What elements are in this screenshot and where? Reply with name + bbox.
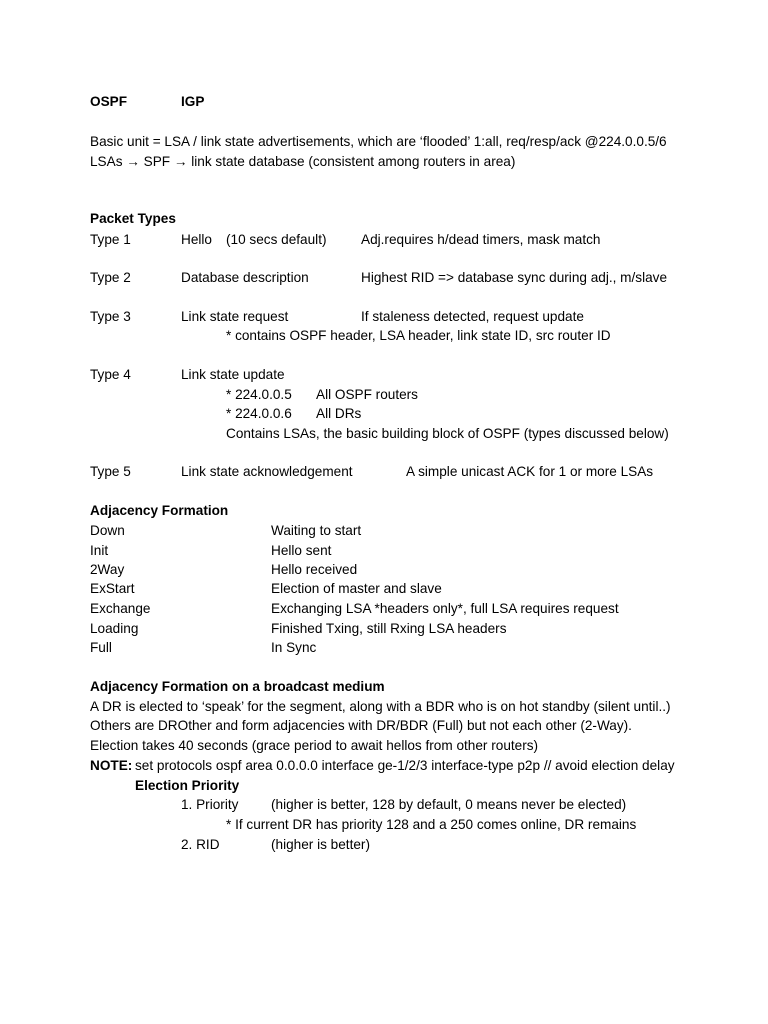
election-priority-title: Election Priority <box>135 778 240 793</box>
type2-desc: Highest RID => database sync during adj., m/slave <box>361 270 668 285</box>
broadcast-title: Adjacency Formation on a broadcast medium <box>90 679 385 694</box>
adj-state-full: Full <box>90 640 112 655</box>
adj-desc-2way: Hello received <box>271 562 358 577</box>
adj-desc-loading: Finished Txing, still Rxing LSA headers <box>271 621 507 636</box>
type1-label: Type 1 <box>90 232 131 247</box>
type4-label: Type 4 <box>90 367 131 382</box>
adj-desc-full: In Sync <box>271 640 317 655</box>
intro-line-1: Basic unit = LSA / link state advertisements, which are ‘flooded’ 1:all, req/resp/ack @224.0.0.5/6 <box>90 134 667 149</box>
type4-sub1-addr: * 224.0.0.5 <box>226 387 292 402</box>
intro-line-2: LSAs → SPF → link state database (consistent among routers in area) <box>90 154 516 169</box>
type5-label: Type 5 <box>90 464 131 479</box>
type4-sub2-addr: * 224.0.0.6 <box>226 406 292 421</box>
type1-note: (10 secs default) <box>226 232 327 247</box>
type4-sub3: Contains LSAs, the basic building block of OSPF (types discussed below) <box>226 426 669 441</box>
adj-desc-down: Waiting to start <box>271 523 362 538</box>
type4-sub1-desc: All OSPF routers <box>316 387 418 402</box>
broadcast-line-2: Others are DROther and form adjacencies with DR/BDR (Full) but not each other (2-Way). <box>90 718 632 733</box>
adj-state-exchange: Exchange <box>90 601 151 616</box>
type3-name: Link state request <box>181 309 289 324</box>
adj-desc-init: Hello sent <box>271 543 332 558</box>
type5-desc: A simple unicast ACK for 1 or more LSAs <box>406 464 654 479</box>
priority-1-label: 1. Priority <box>181 797 239 812</box>
broadcast-line-1: A DR is elected to ‘speak’ for the segment, along with a BDR who is on hot standby (silent until..) <box>90 699 671 714</box>
priority-1-desc: (higher is better, 128 by default, 0 means never be elected) <box>271 797 627 812</box>
adj-state-loading: Loading <box>90 621 139 636</box>
broadcast-line-3: Election takes 40 seconds (grace period to await hellos from other routers) <box>90 738 539 753</box>
priority-2-label: 2. RID <box>181 837 220 852</box>
heading-ospf: OSPF <box>90 94 128 109</box>
adj-desc-exchange: Exchanging LSA *headers only*, full LSA requires request <box>271 601 619 616</box>
type2-label: Type 2 <box>90 270 131 285</box>
priority-1-sub: * If current DR has priority 128 and a 250 comes online, DR remains <box>226 817 637 832</box>
type4-name: Link state update <box>181 367 285 382</box>
type1-desc: Adj.requires h/dead timers, mask match <box>361 232 601 247</box>
adj-desc-exstart: Election of master and slave <box>271 581 442 596</box>
type3-label: Type 3 <box>90 309 131 324</box>
type4-sub2-desc: All DRs <box>316 406 362 421</box>
type1-name: Hello <box>181 232 212 247</box>
note-text: set protocols ospf area 0.0.0.0 interface ge-1/2/3 interface-type p2p // avoid election delay <box>135 758 675 773</box>
type3-desc: If staleness detected, request update <box>361 309 584 324</box>
adj-state-down: Down <box>90 523 125 538</box>
type2-name: Database description <box>181 270 309 285</box>
packet-types-title: Packet Types <box>90 211 176 226</box>
type3-sub: * contains OSPF header, LSA header, link state ID, src router ID <box>226 328 611 343</box>
priority-2-desc: (higher is better) <box>271 837 370 852</box>
note-label: NOTE: <box>90 758 133 773</box>
heading-igp: IGP <box>181 94 205 109</box>
adj-state-init: Init <box>90 543 109 558</box>
adj-state-2way: 2Way <box>90 562 125 577</box>
adjacency-title: Adjacency Formation <box>90 503 229 518</box>
adj-state-exstart: ExStart <box>90 581 135 596</box>
type5-name: Link state acknowledgement <box>181 464 353 479</box>
